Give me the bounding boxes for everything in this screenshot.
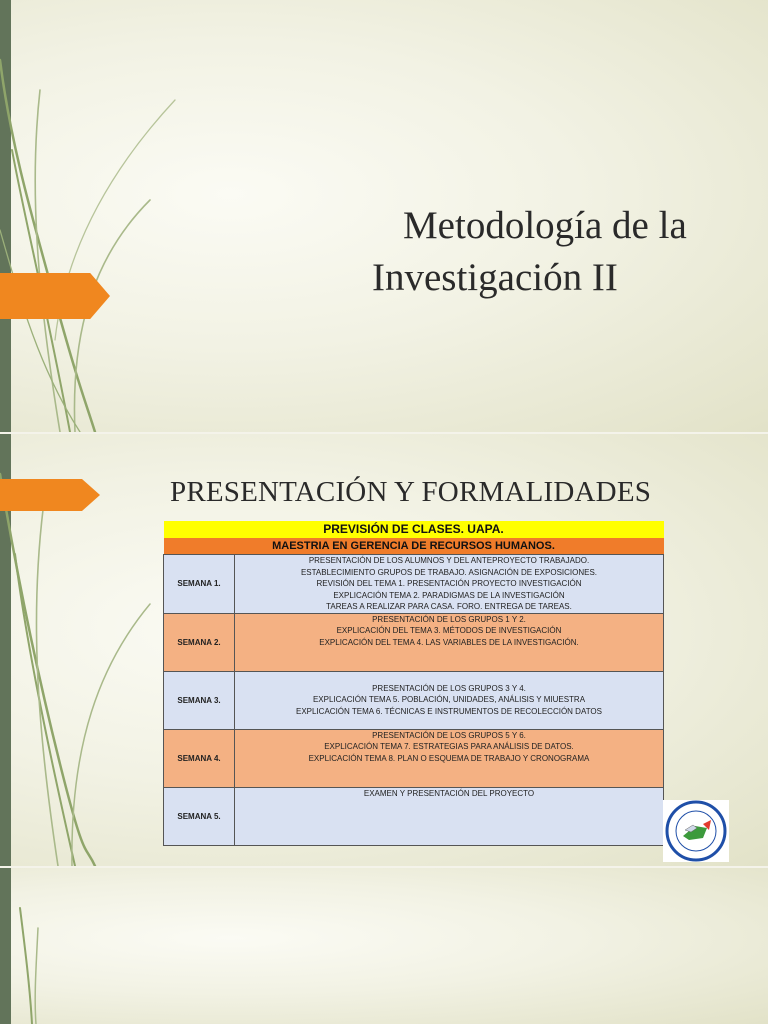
- table-header-secondary: MAESTRIA EN GERENCIA DE RECURSOS HUMANOS.: [164, 538, 664, 555]
- week-label: SEMANA 5.: [164, 787, 235, 845]
- title-line-1: Metodología de la: [403, 204, 687, 247]
- uapa-logo: [663, 800, 729, 862]
- detail-line: PRESENTACIÓN DE LOS GRUPOS 5 Y 6.: [372, 730, 526, 740]
- swirl-decoration: [0, 0, 200, 432]
- swirl-decoration: [0, 868, 200, 1024]
- schedule-table: [163, 521, 664, 846]
- detail-line: EXPLICACIÓN TEMA 5. POBLACIÓN, UNIDADES, ANÁLISIS Y MIUESTRA: [312, 695, 586, 705]
- detail-line: EXPLICACIÓN TEMA 7. ESTRATEGIAS PARA ANÁLISIS DE DATOS.: [324, 742, 574, 751]
- arrow-marker: [0, 479, 100, 511]
- detail-line: PRESENTACIÓN DE LOS GRUPOS 3 Y 4.: [372, 683, 526, 693]
- table-row: [164, 555, 664, 614]
- detail-line: ESTABLECIMIENTO GRUPOS DE TRABAJO. ASIGNACIÓN DE EXPOSICIONES.: [300, 567, 598, 577]
- week-label: SEMANA 1.: [164, 555, 235, 614]
- week-details: [235, 671, 664, 729]
- detail-line: PRESENTACIÓN DE LOS GRUPOS 1 Y 2.: [372, 614, 526, 624]
- week-details: [235, 787, 664, 845]
- week-details: [235, 729, 664, 787]
- detail-line: EXPLICACIÓN TEMA 2. PARADIGMAS DE LA INVESTIGACIÓN: [333, 590, 565, 600]
- week-details: [235, 613, 664, 671]
- detail-line: EXPLICACIÓN DEL TEMA 3. MÉTODOS DE INVESTIGACIÓN: [336, 626, 562, 635]
- table-row: [164, 671, 664, 729]
- table-row: [164, 613, 664, 671]
- title-line-2: Investigación II: [372, 256, 618, 299]
- detail-line: EXPLICACIÓN TEMA 8. PLAN O ESQUEMA DE TRABAJO Y CRONOGRAMA: [308, 753, 590, 763]
- week-label: SEMANA 2.: [164, 613, 235, 671]
- detail-line: EXAMEN Y PRESENTACIÓN DEL PROYECTO: [363, 788, 535, 798]
- week-label: SEMANA 4.: [164, 729, 235, 787]
- detail-line: PRESENTACIÓN DE LOS ALUMNOS Y DEL ANTEPROYECTO TRABAJADO.: [308, 556, 590, 565]
- detail-line: EXPLICACIÓN DEL TEMA 4. LAS VARIABLES DE LA INVESTIGACIÓN.: [319, 637, 579, 647]
- table-header-primary: PREVISIÓN DE CLASES. UAPA.: [164, 521, 664, 538]
- slide-3: [0, 868, 768, 1024]
- week-label: SEMANA 3.: [164, 671, 235, 729]
- detail-line: EXPLICACIÓN TEMA 6. TÉCNICAS E INSTRUMENTOS DE RECOLECCIÓN DATOS: [296, 706, 602, 716]
- slide-1: [0, 0, 768, 432]
- arrow-marker: [0, 273, 110, 319]
- table-row: [164, 787, 664, 845]
- seal-icon: [663, 800, 729, 862]
- table-row: [164, 729, 664, 787]
- slide-2: [0, 434, 768, 866]
- slide-title: PRESENTACIÓN Y FORMALIDADES: [170, 476, 652, 508]
- detail-line: TAREAS A REALIZAR PARA CASA. FORO. ENTREGA DE TAREAS.: [326, 602, 572, 611]
- week-details: [235, 555, 664, 614]
- detail-line: REVISIÓN DEL TEMA 1. PRESENTACIÓN PROYECTO INVESTIGACIÓN: [316, 579, 582, 588]
- slide-title: [372, 200, 752, 304]
